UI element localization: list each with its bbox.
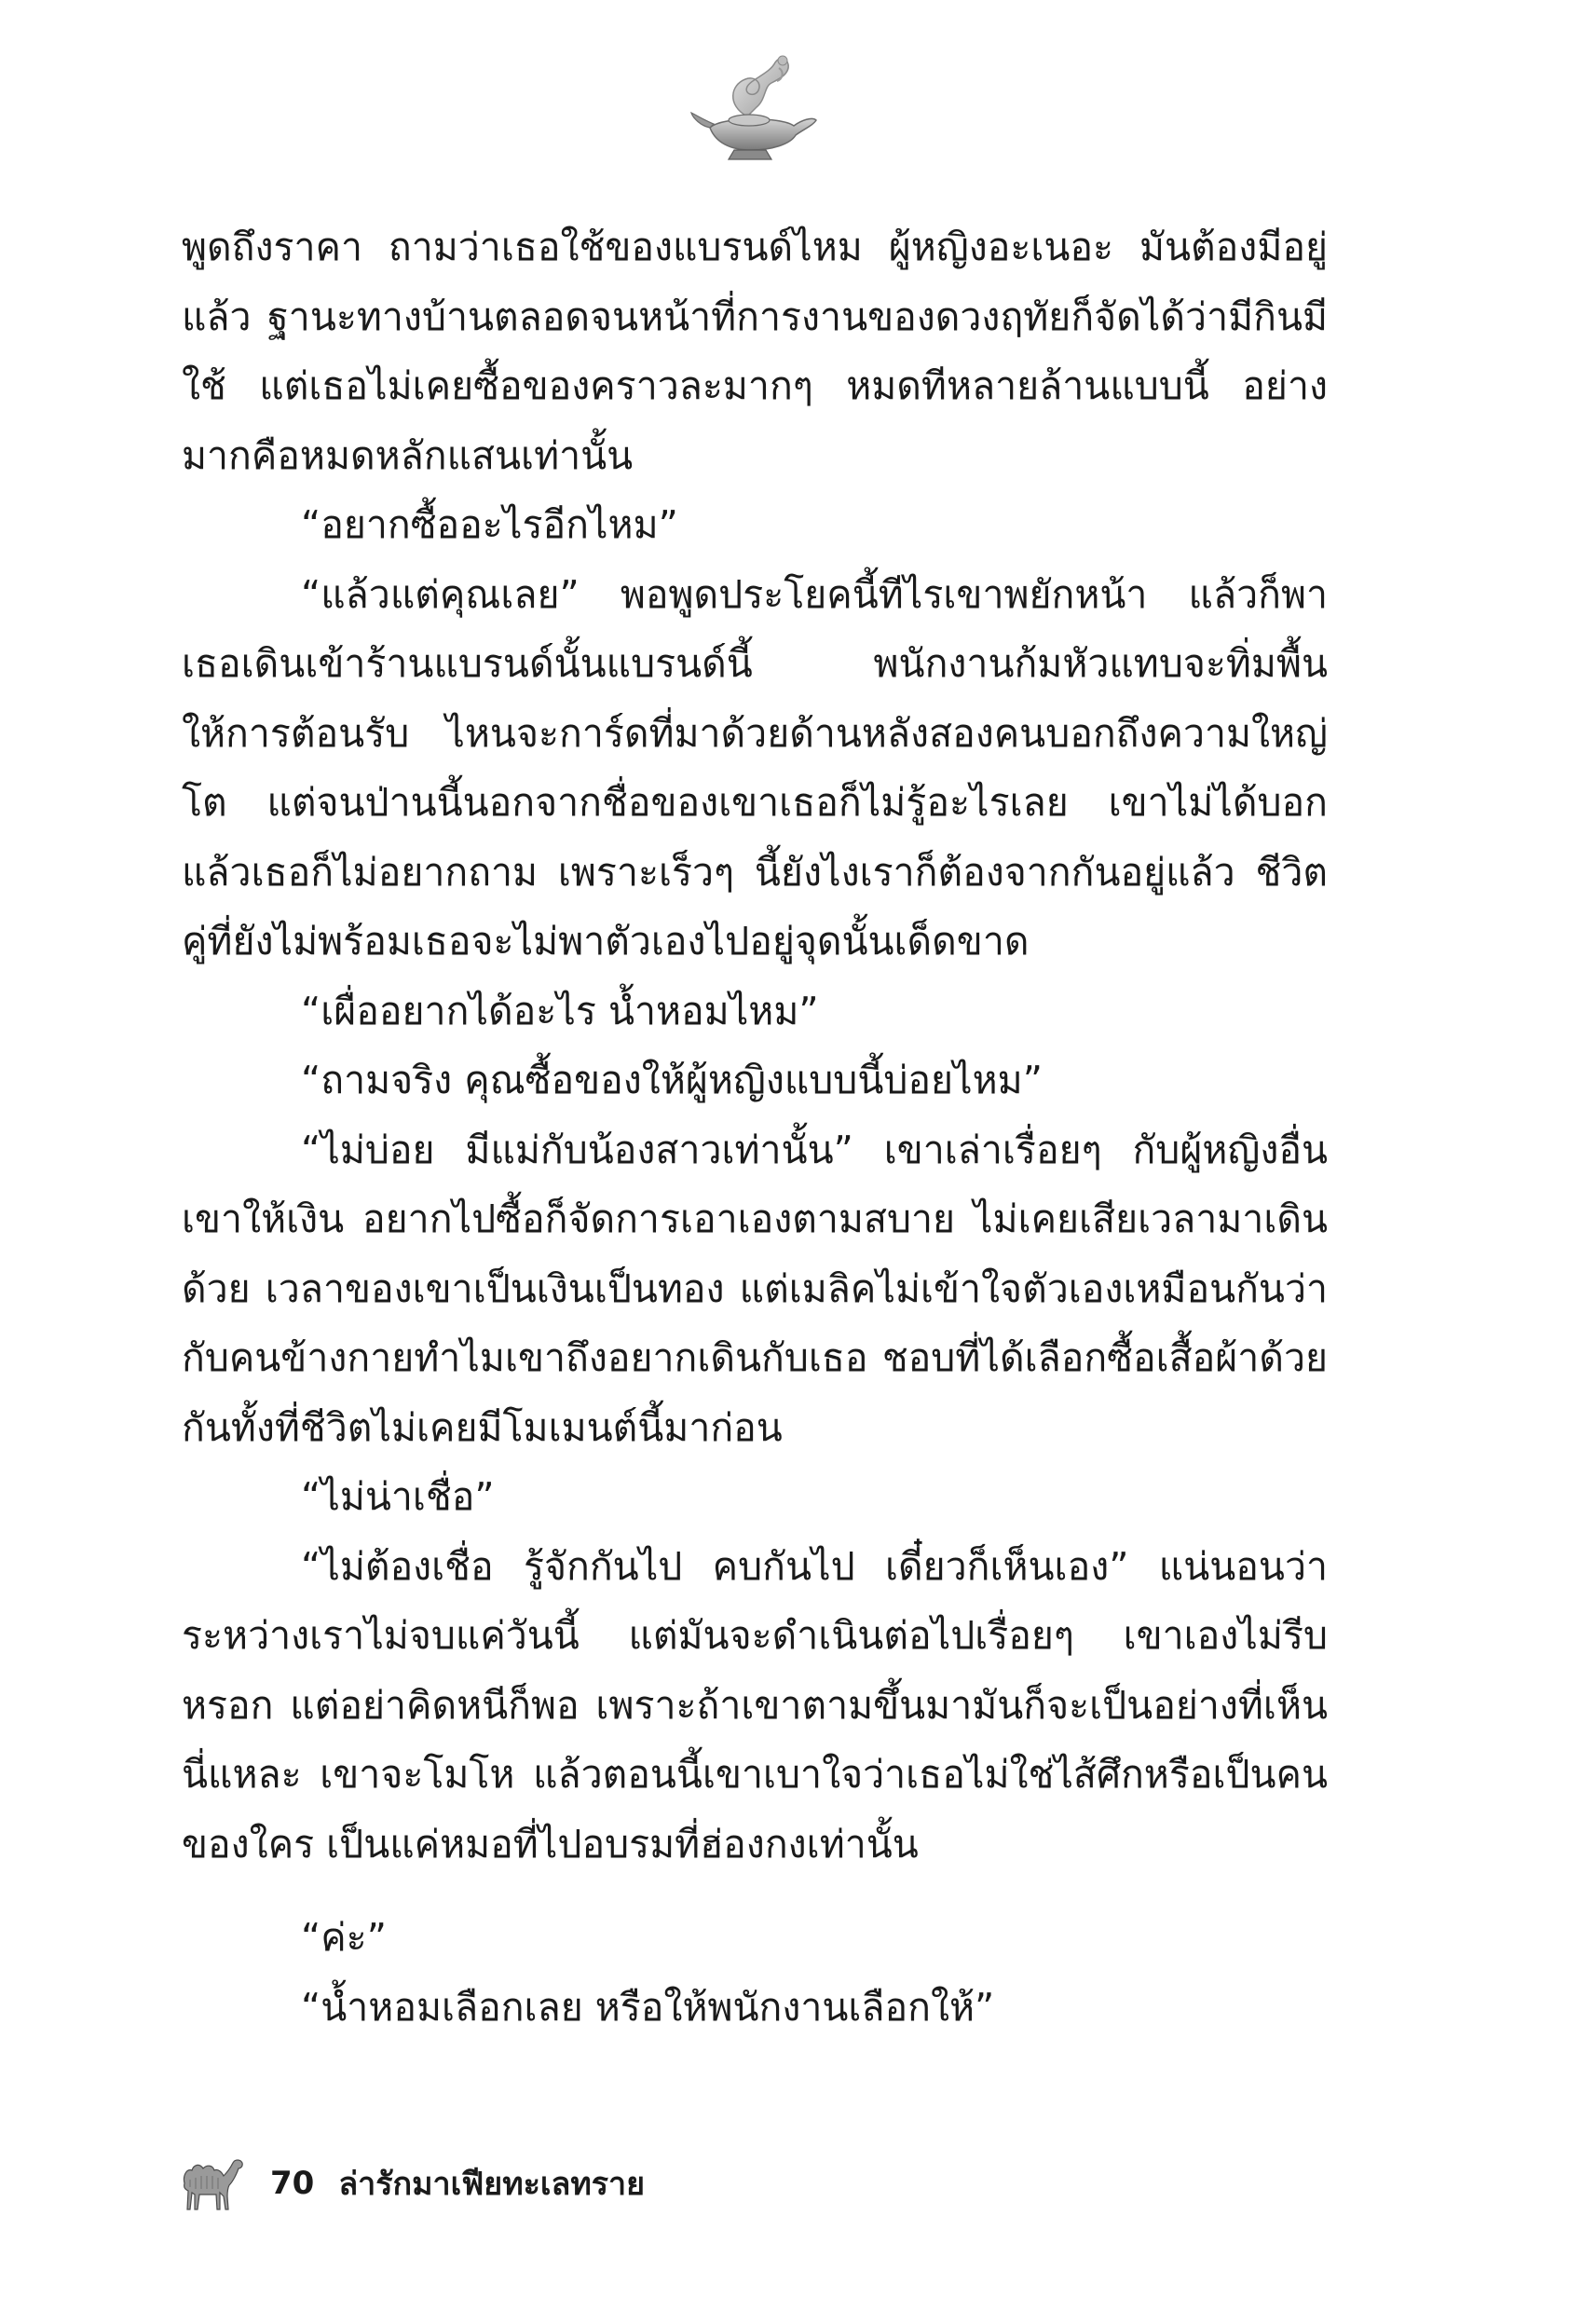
paragraph: “ค่ะ”: [301, 1915, 387, 1960]
paragraph: “ไม่ต้องเชื่อ รู้จักกันไป คบกันไป เดี๋ยวก็เห็นเอง” แน่นอนว่าระหว่างเราไม่จบแค่วันนี้ แต่มันจะดำเนินต่อไปเรื่อยๆ เขาเองไม่รีบหรอก แต่อย่าคิดหนีก็พอ เพราะถ้าเขาตามขึ้นมามันก็จะเป็นอย่างที่เห็นนี่แหละ เขาจะโมโห แล้วตอนนี้เขาเบาใจว่าเธอไม่ใช่ไส้ศึกหรือเป็นคนของใคร เป็นแค่หมอที่ไปอบรมที่ฮ่องกงเท่านั้น: [182, 1543, 1328, 1867]
paragraph: “ถามจริง คุณซื้อของให้ผู้หญิงแบบนี้บ่อยไหม”: [301, 1058, 1043, 1102]
genie-lamp-icon: [689, 51, 820, 163]
paragraph: “ไม่บ่อย มีแม่กับน้องสาวเท่านั้น” เขาเล่าเรื่อยๆ กับผู้หญิงอื่นเขาให้เงิน อยากไปซื้อก็จัดการเอาเองตามสบาย ไม่เคยเสียเวลามาเดินด้วย เวลาของเขาเป็นเงินเป็นทอง แต่เมลิคไม่เข้าใจตัวเองเหมือนกันว่ากับคนข้างกายทำไมเขาถึงอยากเดินกับเธอ ชอบที่ได้เลือกซื้อเสื้อผ้าด้วยกันทั้งที่ชีวิตไม่เคยมีโมเมนต์นี้มาก่อน: [182, 1127, 1328, 1450]
camel-icon: [177, 2155, 244, 2211]
paragraph: “ไม่น่าเชื่อ”: [301, 1474, 495, 1519]
page-footer: [177, 2151, 645, 2216]
paragraph: “แล้วแต่คุณเลย” พอพูดประโยคนี้ทีไรเขาพยักหน้า แล้วก็พาเธอเดินเข้าร้านแบรนด์นั้นแบรนด์นี้ พนักงานก้มหัวแทบจะทิ่มพื้นให้การต้อนรับ ไหนจะการ์ดที่มาด้วยด้านหลังสองคนบอกถึงความใหญ่โต แต่จนป่านนี้นอกจากชื่อของเขาเธอก็ไม่รู้อะไรเลย เขาไม่ได้บอก แล้วเธอก็ไม่อยากถาม เพราะเร็วๆ นี้ยังไงเราก็ต้องจากกันอยู่แล้ว ชีวิตคู่ที่ยังไม่พร้อมเธอจะไม่พาตัวเองไปอยู่จุดนั้นเด็ดขาด: [182, 571, 1328, 964]
page-number: 70: [270, 2165, 315, 2202]
book-title: ล่ารักมาเฟียทะเลทราย: [338, 2166, 646, 2203]
paragraph: พูดถึงราคา ถามว่าเธอใช้ของแบรนด์ไหม ผู้หญิงอะเนอะ มันต้องมีอยู่แล้ว ฐานะทางบ้านตลอดจนหน้าที่การงานของดวงฤทัยก็จัดได้ว่ามีกินมีใช้ แต่เธอไม่เคยซื้อของคราวละมากๆ หมดทีหลายล้านแบบนี้ อย่างมากคือหมดหลักแสนเท่านั้น: [182, 225, 1328, 478]
paragraph: “น้ำหอมเลือกเลย หรือให้พนักงานเลือกให้”: [301, 1984, 995, 2030]
body-text: [182, 212, 1328, 2042]
paragraph: “อยากซื้ออะไรอีกไหม”: [301, 502, 678, 547]
paragraph: “เผื่ออยากได้อะไร น้ำหอมไหม”: [301, 988, 819, 1033]
